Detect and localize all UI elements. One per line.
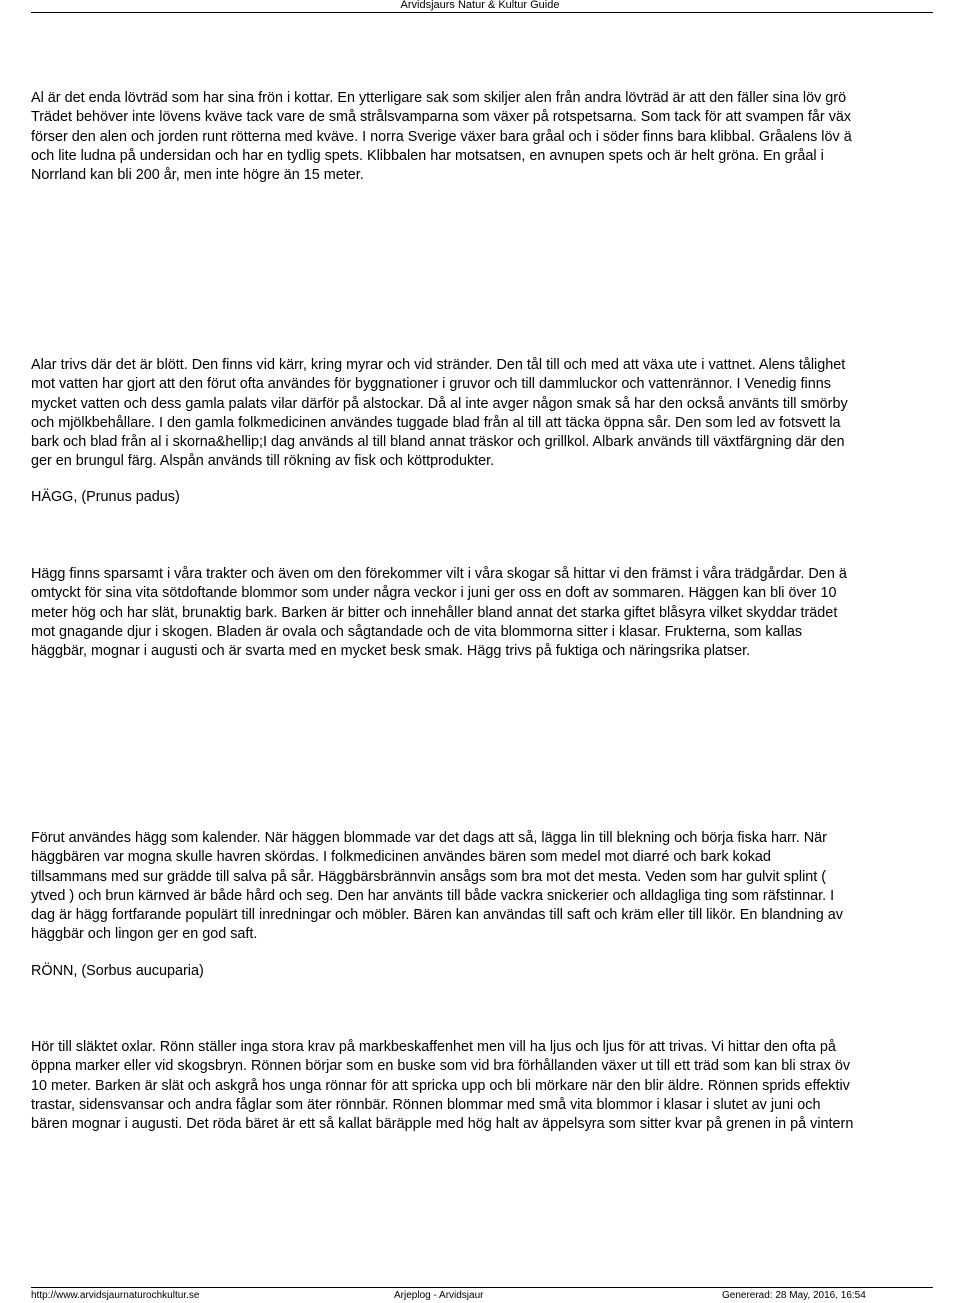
text-line: förser den alen och jorden runt rötterna med kväve. I norra Sverige växer bara gråal och i söder finns bara klibbal. Gråalens löv ä — [31, 128, 852, 145]
text-line: Förut användes hägg som kalender. När häggen blommade var det dags att så, lägga lin till blekning och börja fiska harr. När — [31, 830, 827, 846]
text-line: trastar, sidensvansar och andra fåglar som äter rönnbär. Rönnen blommar med små vita blommor i klasar i slutet av juni och — [31, 1096, 821, 1113]
text-line: häggbär och lingon ger en god saft. — [31, 926, 258, 943]
text-line: Norrland kan bli 200 år, men inte högre än 15 meter. — [31, 167, 364, 184]
page-header-title: Arvidsjaurs Natur & Kultur Guide — [400, 0, 560, 11]
text-line: häggbär, mognar i augusti och är svarta med en mycket besk smak. Hägg trivs på fuktiga och näringsrika platser. — [31, 643, 751, 660]
text-line: och lite ludna på undersidan och har en tydlig spets. Klibbalen har motsatsen, en avnupen spets och är helt gröna. En gråal i — [31, 147, 824, 164]
text-line: Al är det enda lövträd som har sina frön i kottar. En ytterligare sak som skiljer alen från andra lövträd är att den fäller sina löv grö — [31, 90, 847, 106]
text-line: och mjölkbehållare. I den gamla folkmedicinen användes tuggade blad från al till att täcka öppna sår. Den som led av fotsvett la — [31, 414, 841, 431]
header-divider — [31, 12, 933, 13]
footer-generated: Genererad: 28 May, 2016, 16:54 — [722, 1290, 866, 1301]
footer-divider — [31, 1287, 933, 1288]
text-line: mot gnagande djur i skogen. Bladen är ovala och sågtandade och de vita blommorna sitter i klasar. Frukterna, som kallas — [31, 623, 803, 640]
text-line: meter hög och har slät, brunaktig bark. Barken är bitter och innehåller bland annat det starka giftet blåsyra vilket skyddar trädet — [31, 604, 838, 621]
text-line: Hägg finns sparsamt i våra trakter och även om den förekommer vilt i våra skogar så hittar vi den främst i våra trädgårdar. Den ä — [31, 566, 847, 582]
text-line: bären mognar i augusti. Det röda bäret är ett så kallat bäräpple med hög halt av äppelsyra som sitter kvar på grenen in på vintern — [31, 1116, 854, 1133]
text-line: 10 meter. Barken är slät och askgrå hos unga rönnar för att spricka upp och bli mörkare när den blir äldre. Rönnen sprids effektiv — [31, 1077, 850, 1094]
text-line: Hör till släktet oxlar. Rönn ställer inga stora krav på markbeskaffenhet men vill ha ljus och ljus för att trivas. Vi hittar den ofta på — [31, 1039, 836, 1055]
paragraph-hagg-use — [31, 829, 960, 945]
text-line: Trädet behöver inte lövens kväve tack vare de små strålsvamparna som växer på rotspetsarna. Som tack för att svampen får väx — [31, 109, 852, 126]
text-line: öppna marker eller vid skogsbryn. Rönnen börjar som en buske som vid bra förhållanden växer ut till ett träd som kan bli strax öv — [31, 1058, 851, 1075]
text-line: omtyckt för sina vita sötdoftande blommor som under några veckor i juni ger oss en doft av sommaren. Häggen kan bli över 10 — [31, 585, 837, 602]
text-line: ytved ) och brun kärnved är både hård och seg. Den har använts till både vackra snickerier och alldagliga ting som räfstinnar. I — [31, 887, 835, 904]
paragraph-hagg-intro — [31, 565, 960, 661]
paragraph-ronn-intro — [31, 1038, 960, 1134]
text-line: bark och blad från al i skorna&hellip;I dag används al till bland annat träskor och grillkol. Albark används till växtfärgning där den — [31, 434, 845, 451]
paragraph-al-intro — [31, 89, 960, 185]
paragraph-al-use — [31, 356, 960, 472]
footer-url: http://www.arvidsjaurnaturochkultur.se — [31, 1290, 200, 1301]
text-line: häggbären var mogna skulle havren skördas. I folkmedicinen användes bären som medel mot diarré och bark kokad — [31, 849, 771, 866]
section-heading-hagg: HÄGG, (Prunus padus) — [31, 489, 180, 505]
text-line: dag är hägg fortfarande populärt till inredningar och möbler. Bären kan användas till saft och kräm eller till likör. En blandning av — [31, 907, 843, 924]
text-line: ger en brungul färg. Alspån används till rökning av fisk och köttprodukter. — [31, 453, 495, 470]
footer-route: Arjeplog - Arvidsjaur — [394, 1290, 484, 1301]
section-heading-ronn: RÖNN, (Sorbus aucuparia) — [31, 963, 204, 979]
text-line: Alar trivs där det är blött. Den finns vid kärr, kring myrar och vid stränder. Den tål till och med att växa ute i vattnet. Alens tålighet — [31, 357, 846, 373]
text-line: mycket vatten och dess gamla palats vilar därför på alstockar. Då al inte avger någon smak så har den också använts till smörby — [31, 395, 848, 412]
text-line: mot vatten har gjort att den förut ofta användes för byggnationer i gruvor och till dammluckor och vattenrännor. I Venedig finns — [31, 376, 831, 393]
text-line: tillsammans med sur grädde till salva på sår. Häggbärsbrännvin ansågs som bra mot det mesta. Veden som har gulvit splint ( — [31, 868, 827, 885]
